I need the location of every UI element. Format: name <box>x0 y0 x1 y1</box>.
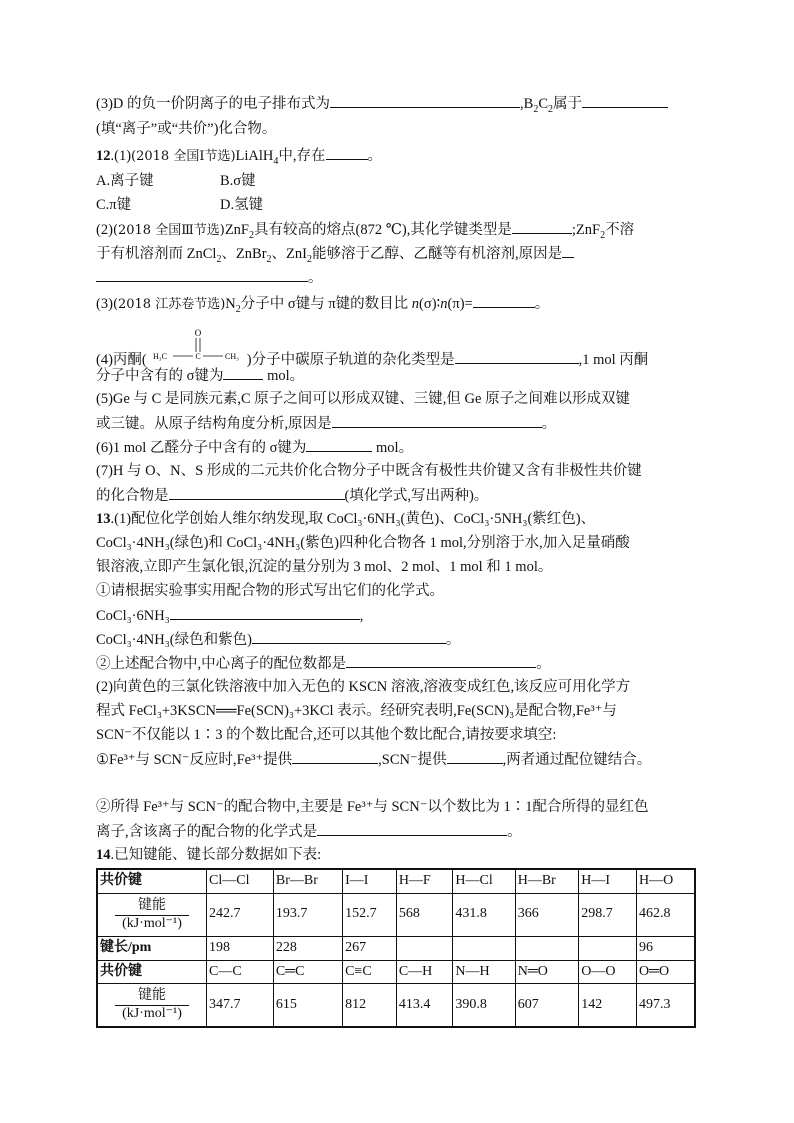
table-row <box>97 893 695 936</box>
table-cell: O═O <box>636 960 695 984</box>
q12-options-row1 <box>96 170 256 193</box>
q14-number: 14 <box>96 847 111 863</box>
q13-formula-blank-2[interactable] <box>252 628 446 644</box>
table-cell: 152.7 <box>343 893 397 936</box>
mol-left-group: H₃C <box>152 352 167 361</box>
table-cell: O—O <box>579 960 637 984</box>
table-cell: 812 <box>343 984 397 1028</box>
q12-part7-line2: 的化合物是 (填化学式,写出两种)。 <box>96 484 488 508</box>
option-d[interactable]: D.氢键 <box>220 197 264 213</box>
table-cell: 267 <box>343 936 397 960</box>
option-b[interactable]: B.σ键 <box>220 173 256 189</box>
row-label-energy: $\frac{\text{键能}}{\text{(kJ·mol⁻¹)}}$ <box>97 893 207 936</box>
row-label-energy-2: $\frac{\text{键能}}{\text{(kJ·mol⁻¹)}}$ <box>97 984 207 1028</box>
table-cell: N═O <box>515 960 578 984</box>
q13-formula-blank-1[interactable] <box>170 604 360 620</box>
q13-line8: (2)向黄色的三氯化铁溶液中加入无色的 KSCN 溶液,溶液变成红色,该反应可用化学方 <box>96 679 631 695</box>
q13-line11: ①Fe³⁺与 SCN⁻反应时,Fe³⁺提供 ,SCN⁻提供 ,两者通过配位键结合。 <box>96 748 651 772</box>
q13-line7: ②上述配合物中,中心离子的配位数都是 。 <box>96 652 551 676</box>
q12-part2-line2: 于有机溶剂而 ZnCl$_2$、ZnBr$_2$、ZnI$_2$能够溶于乙醇、乙醚等有机溶剂,原因是 <box>96 242 574 266</box>
q12-part4-line1: (4)丙酮( O H₃C C CH₃ )分子中碳原子轨道的杂化类型是 ,1 mol 丙酮 <box>96 328 649 368</box>
table-cell: 298.7 <box>579 893 637 936</box>
q12-number: 12 <box>96 148 111 164</box>
option-c[interactable]: C.π键 <box>96 197 132 213</box>
q13-line4: ①请根据实验事实用配合物的形式写出它们的化学式。 <box>96 583 444 599</box>
table-cell: 347.7 <box>207 984 274 1028</box>
table-cell <box>515 936 578 960</box>
table-cell: 96 <box>636 936 695 960</box>
q13-line6: CoCl₃·4NH₃(绿色和紫色) 。 <box>96 628 460 652</box>
table-cell: 607 <box>515 984 578 1028</box>
q12-part1-blank[interactable] <box>326 144 368 160</box>
table-cell: 431.8 <box>453 893 515 936</box>
table-row <box>97 984 695 1028</box>
table-cell: C—C <box>207 960 274 984</box>
table-row <box>97 960 695 984</box>
q11-part3-text: (3)D 的负一价阴离子的电子排布式为 <box>96 96 331 112</box>
table-cell: 390.8 <box>453 984 515 1028</box>
table-cell <box>396 936 453 960</box>
q13-line2: CoCl₃·4NH₃(绿色)和 CoCl₃·4NH₃(紫色)四种化合物各 1 mol,分别溶于水,加入足量硝酸 <box>96 535 630 551</box>
q14-intro: 14.已知键能、键长部分数据如下表: <box>96 847 322 863</box>
table-cell: I—I <box>343 869 397 893</box>
q12-part1-line: 12.(1)(2018 全国Ⅰ节选)LiAlH$_4$中,存在 。 <box>96 144 382 169</box>
table-cell: H—I <box>579 869 637 893</box>
q13-fe-provides-blank[interactable] <box>292 748 378 764</box>
q12-part2-line1: (2)(2018 全国Ⅲ节选)ZnF$_2$具有较高的熔点(872 ℃),其化学键类型是 ;ZnF$_2$不溶 <box>96 218 634 243</box>
table-cell: Br—Br <box>273 869 342 893</box>
table-cell: 462.8 <box>636 893 695 936</box>
q13-line1: 13.(1)配位化学创始人维尔纳发现,取 CoCl₃·6NH₃(黄色)、CoCl₃·5NH₃(紫红色)、 <box>96 511 596 527</box>
table-cell: 366 <box>515 893 578 936</box>
table-cell: 497.3 <box>636 984 695 1028</box>
mol-right-group: CH₃ <box>224 352 239 361</box>
table-cell <box>453 936 515 960</box>
table-cell: N—H <box>453 960 515 984</box>
q12-part2-line3: 。 <box>96 266 323 290</box>
q13-scn-provides-blank[interactable] <box>447 748 503 764</box>
row-label-bond: 共价键 <box>97 869 207 893</box>
mol-oxygen: O <box>194 328 201 338</box>
q11-part3-line1: (3)D 的负一价阴离子的电子排布式为 $,B_2C_2$属于 <box>96 92 668 116</box>
table-cell: 615 <box>273 984 342 1028</box>
q12-options-row2 <box>96 194 264 217</box>
table-cell: H—Cl <box>453 869 515 893</box>
table-cell: H—Br <box>515 869 578 893</box>
bond-data-table <box>96 868 696 1028</box>
q13-coordination-blank[interactable] <box>346 652 536 668</box>
q12-part5-line1: (5)Ge 与 C 是同族元素,C 原子之间可以形成双键、三键,但 Ge 原子之间难以形成双键 <box>96 391 631 407</box>
q11-answer-blank-2[interactable] <box>582 92 668 108</box>
q12-part2-blank-1[interactable] <box>512 218 572 234</box>
q13-line10: SCN⁻不仅能以 1∶3 的个数比配合,还可以其他个数比配合,请按要求填空: <box>96 727 557 743</box>
q12-part2-blank-2b[interactable] <box>96 266 308 282</box>
q13-line3: 银溶液,立即产生氯化银,沉淀的量分别为 3 mol、2 mol、1 mol 和 1 mol。 <box>96 559 553 575</box>
table-row <box>97 869 695 893</box>
table-cell: 568 <box>396 893 453 936</box>
q12-part6-line: (6)1 mol 乙醛分子中含有的 σ键为 mol。 <box>96 436 413 460</box>
row-label-length: 键长/pm <box>97 936 207 960</box>
table-cell: C—H <box>396 960 453 984</box>
q12-part3-blank[interactable] <box>473 292 535 308</box>
q12-part4-blank-1[interactable] <box>455 348 579 364</box>
mol-carbon: C <box>195 352 201 361</box>
table-cell: C≡C <box>343 960 397 984</box>
q13-line13: 离子,含该离子的配合物的化学式是 。 <box>96 820 522 844</box>
q12-part7-line1: (7)H 与 O、N、S 形成的二元共价化合物分子中既含有极性共价键又含有非极性共价键 <box>96 463 642 479</box>
q12-part2-blank-2a[interactable] <box>562 242 574 258</box>
q13-line9: 程式 FeCl₃+3KSCN══Fe(SCN)₃+3KCl 表示。经研究表明,Fe(SCN)₃是配合物,Fe³⁺与 <box>96 703 617 719</box>
q12-part6-blank[interactable] <box>306 436 372 452</box>
q13-line12: ②所得 Fe³⁺与 SCN⁻的配合物中,主要是 Fe³⁺与 SCN⁻以个数比为 1∶1配合所得的显红色 <box>96 799 649 815</box>
q12-part4-blank-2[interactable] <box>223 364 263 380</box>
table-cell: 193.7 <box>273 893 342 936</box>
table-cell: C═C <box>273 960 342 984</box>
table-cell: Cl—Cl <box>207 869 274 893</box>
q12-part3-line: (3)(2018 江苏卷节选)$N_2$分子中 σ键与 π键的数目比 n(σ)∶n(π)= 。 <box>96 292 549 317</box>
table-cell: H—F <box>396 869 453 893</box>
table-cell: 142 <box>579 984 637 1028</box>
q13-number: 13 <box>96 511 111 527</box>
row-label-bond-2: 共价键 <box>97 960 207 984</box>
option-a[interactable]: A.离子键 <box>96 173 154 189</box>
table-cell <box>579 936 637 960</box>
table-cell: 228 <box>273 936 342 960</box>
q12-source: (2018 全国Ⅰ节选) <box>131 149 236 164</box>
q12-part5-blank[interactable] <box>332 412 542 428</box>
table-cell: 242.7 <box>207 893 274 936</box>
table-cell: H—O <box>636 869 695 893</box>
q13-line5: CoCl₃·6NH₃ , <box>96 604 363 628</box>
table-cell: 198 <box>207 936 274 960</box>
q11-answer-blank-1[interactable] <box>330 92 520 108</box>
table-row <box>97 936 695 960</box>
q12-part5-line2: 或三键。从原子结构角度分析,原因是 。 <box>96 412 556 436</box>
q12-part4-line2: 分子中含有的 σ键为 mol。 <box>96 364 304 388</box>
q12-part7-blank[interactable] <box>169 484 345 500</box>
table-cell: 413.4 <box>396 984 453 1028</box>
q13-complex-formula-blank[interactable] <box>317 820 507 836</box>
q11-part3-line2: (填“离子”或“共价”)化合物。 <box>96 121 277 137</box>
